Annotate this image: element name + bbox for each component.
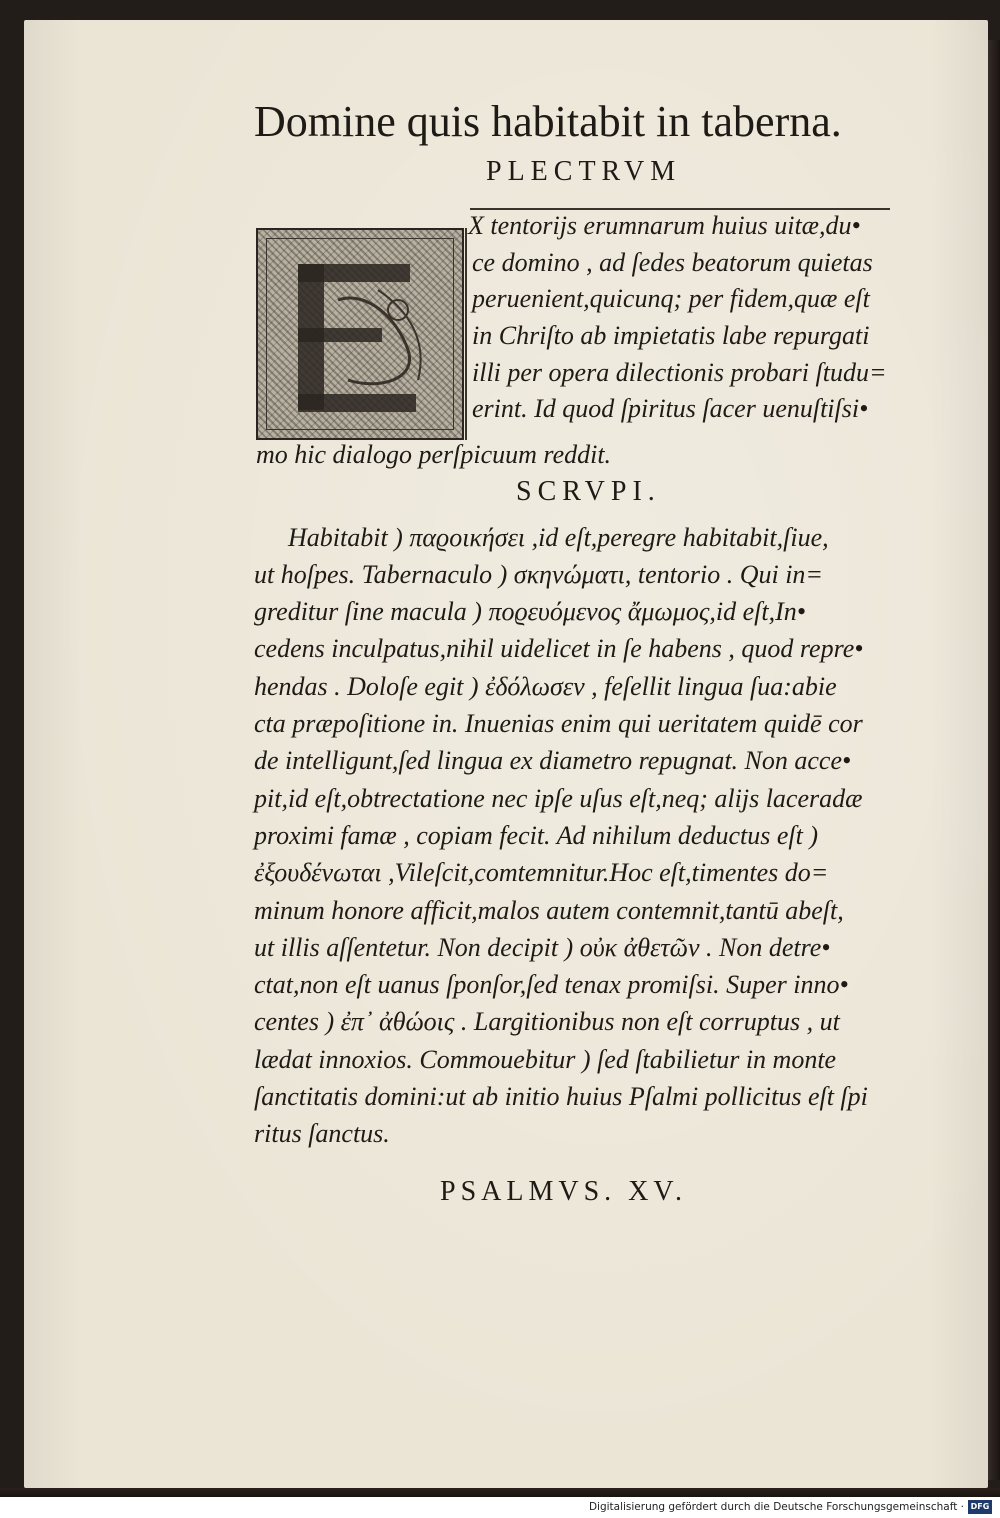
plectrum-line: peruenient,quicunq; per fidem,quæ eſt xyxy=(472,284,870,313)
plectrum-line: ce domino , ad ſedes beatorum quietas xyxy=(472,248,873,277)
scrupi-line: ut hoſpes. Tabernaculo ) σκηνώματι, tentorio . Qui in= xyxy=(254,560,823,589)
scrupi-line: lædat innoxios. Commouebitur ) ſed ſtabilietur in monte xyxy=(254,1045,837,1074)
scrupi-line: hendas . Doloſe egit ) ἐδόλωσεν , feſellit lingua ſua:abie xyxy=(254,672,837,701)
plectrum-line: mo hic dialogo perſpicuum reddit. xyxy=(256,440,612,469)
initial-letter-graphic xyxy=(258,230,466,442)
heading-plectrum: PLECTRVM xyxy=(486,156,682,187)
scrupi-line: centes ) ἐπ᾽ ἀθώοις . Largitionibus non eſt corruptus , ut xyxy=(254,1007,840,1036)
scrupi-line: pit,id eſt,obtrectatione nec ipſe uſus eſt,neq; alijs laceradæ xyxy=(254,784,863,813)
footer-credit: Digitalisierung gefördert durch die Deutsche Forschungsgemeinschaft · xyxy=(588,1501,964,1513)
scrupi-line: cta præpoſitione in. Inuenias enim qui ueritatem quidē cor xyxy=(254,709,863,738)
dfg-logo: DFG xyxy=(968,1500,992,1514)
page-title: Domine quis habitabit in taberna. xyxy=(254,97,842,146)
plectrum-line: X tentorijs erumnarum huius uitæ,du• xyxy=(468,211,861,240)
heading-psalmus: PSALMVS. XV. xyxy=(440,1176,687,1207)
page-edge-bottom xyxy=(0,1488,1000,1497)
scrupi-line: ritus ſanctus. xyxy=(254,1119,390,1148)
scrupi-line: Habitabit ) παϱοικήσει ,id eſt,peregre habitabit,ſiue, xyxy=(288,523,829,552)
scrupi-line: ctat,non eſt uanus ſponſor,ſed tenax promiſsi. Super inno• xyxy=(254,970,849,999)
scrupi-line: ſanctitatis domini:ut ab initio huius Pſalmi pollicitus eſt ſpi xyxy=(254,1082,868,1111)
decorated-initial xyxy=(256,228,464,440)
scrupi-line: de intelligunt,ſed lingua ex diametro repugnat. Non acce• xyxy=(254,746,852,775)
scrupi-line: proximi famæ , copiam fecit. Ad nihilum deductus eſt ) xyxy=(254,821,818,850)
initial-top-rule xyxy=(470,208,890,210)
plectrum-line: in Chriſto ab impietatis labe repurgati xyxy=(472,321,870,350)
scrupi-line: ἐξουδένωται ,Vileſcit,comtemnitur.Hoc eſt,timentes do= xyxy=(254,858,829,887)
plectrum-line: illi per opera dilectionis probari ſtudu= xyxy=(472,358,887,387)
scrupi-line: minum honore afficit,malos autem contemnit,tantū abeſt, xyxy=(254,896,844,925)
scrupi-line: greditur ſine macula ) ποϱευόμενος ἄμωμος,id eſt,In• xyxy=(254,597,806,626)
scrupi-line: cedens inculpatus,nihil uidelicet in ſe habens , quod repre• xyxy=(254,634,864,663)
scrupi-line: ut illis aſſentetur. Non decipit ) οὐκ ἀθετῶν . Non detre• xyxy=(254,933,831,962)
plectrum-line: erint. Id quod ſpiritus ſacer uenuſtiſsi• xyxy=(472,394,869,423)
heading-scrupi: SCRVPI. xyxy=(516,476,661,507)
